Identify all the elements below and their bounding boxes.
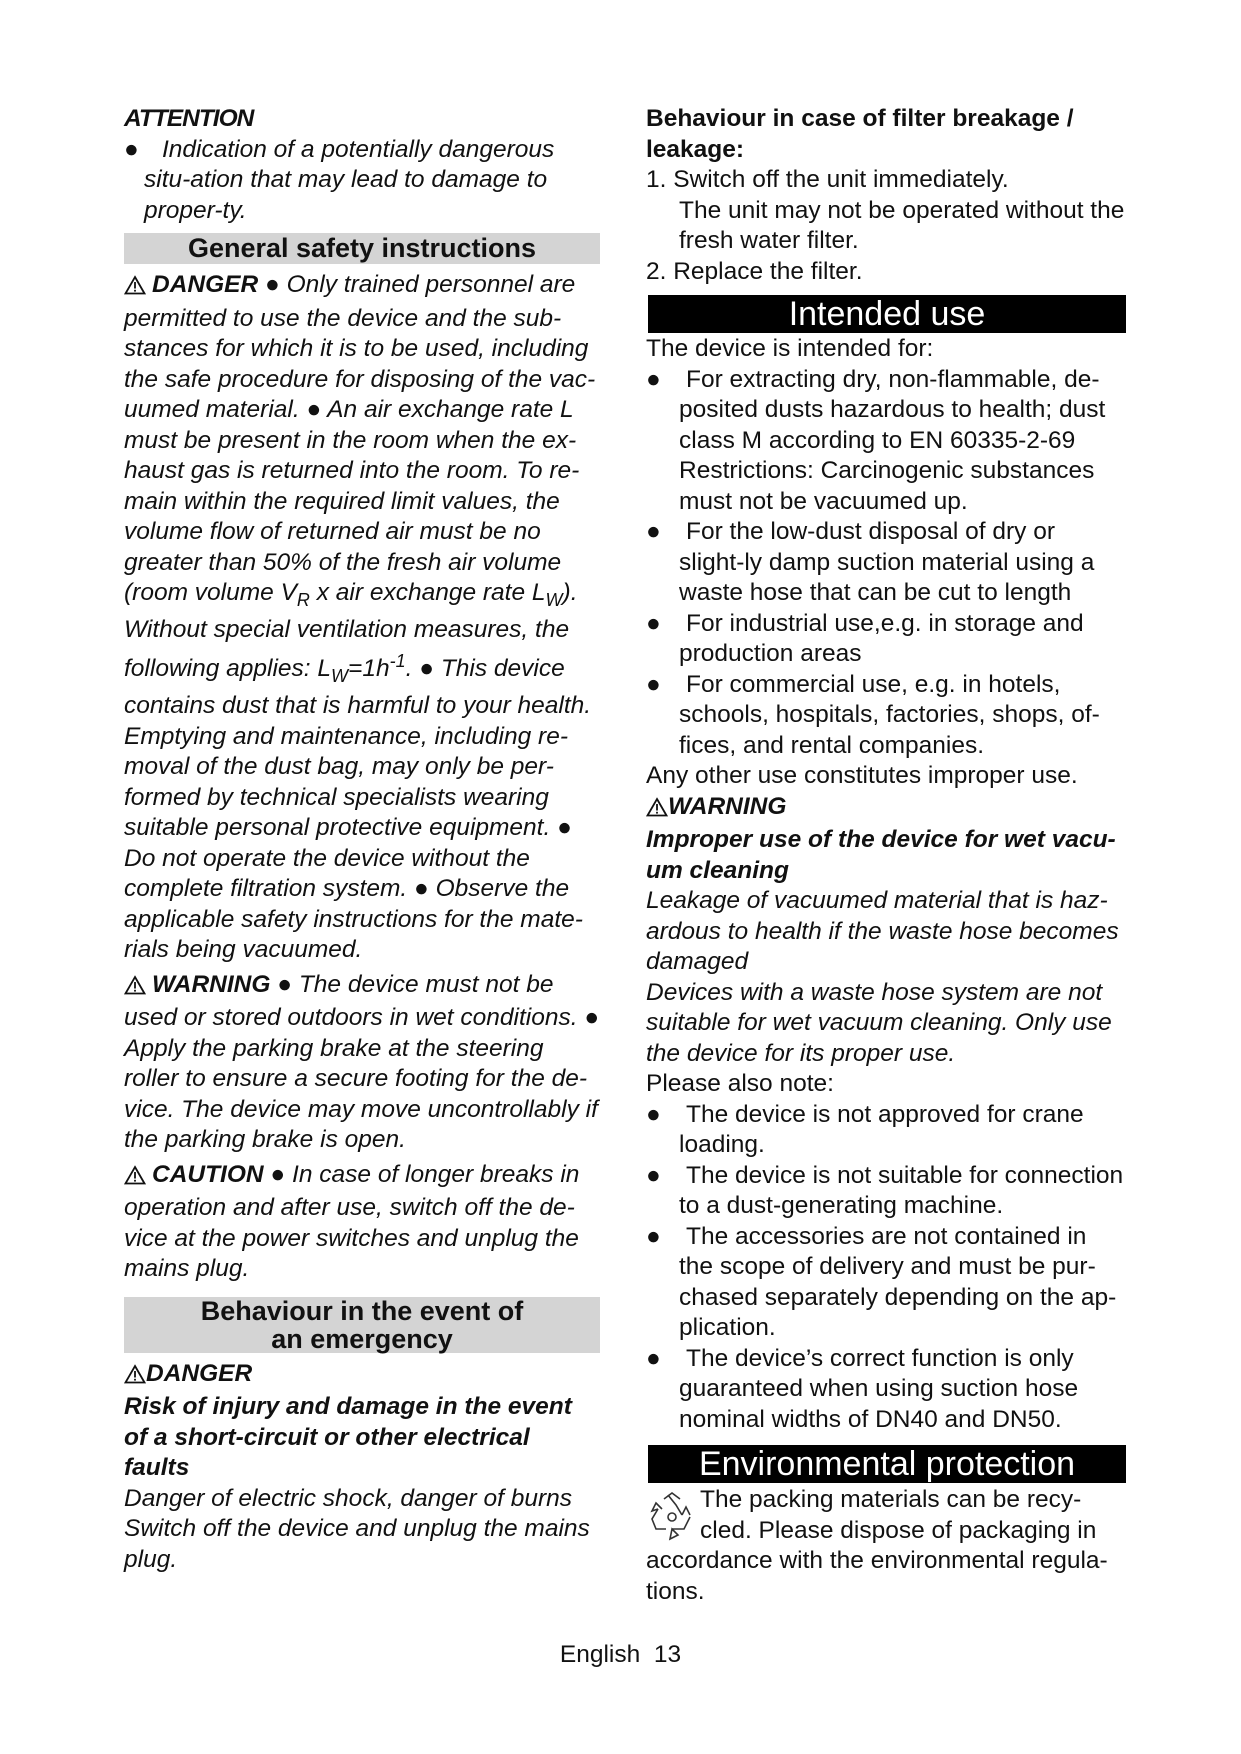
list-item xyxy=(646,1222,1126,1344)
attention-item xyxy=(124,135,600,227)
danger-paragraph xyxy=(124,270,600,966)
sub-w1: W xyxy=(545,589,563,610)
warning-triangle-icon xyxy=(124,1362,146,1393)
attention-text xyxy=(144,135,600,227)
warning-triangle-icon xyxy=(124,973,146,1004)
danger-text-3: ). Without special ventilation measures, the following applies: L xyxy=(124,579,578,683)
intended-use-heading: Intended use xyxy=(648,295,1126,333)
emergency-danger-line xyxy=(124,1359,600,1393)
step-1-detail: The unit may not be operated without the fresh water filter. xyxy=(679,196,1125,254)
danger-text-5: . ● This device contains dust that is harmful to your health. Emptying and maintenance, including re-moval of the dust bag, may only be per-formed by technical specialists wearing suitable personal protective equipment. ● Do not operate the device without the complete filtration system. ● Observe the applicable safety instructions for the mate-rials being vacuumed. xyxy=(124,655,592,964)
warning-text: ● The device must not be used or stored outdoors in wet conditions. ● Apply the parking brake at the steering roller to ensure a secure footing for the de-vice. The device may move uncontrollably if the parking brake is open. xyxy=(124,970,600,1154)
filter-heading: Behaviour in case of filter breakage / leakage: xyxy=(646,105,1074,163)
warning-paragraph xyxy=(124,970,600,1156)
caution-text: ● In case of longer breaks in operation and after use, switch off the de-vice at the power switches and unplug the mains plug. xyxy=(124,1160,580,1283)
warning-triangle-icon xyxy=(124,273,146,304)
intended-list xyxy=(646,365,1126,762)
left-column xyxy=(124,104,600,1575)
environmental-protection-heading: Environmental protection xyxy=(648,1445,1126,1483)
sub-w2: W xyxy=(331,665,349,686)
bullet-icon: ● xyxy=(646,365,661,393)
right-warning-text-2: Devices with a waste hose system are not suitable for wet vacuum cleaning. Only use the device for its proper use. xyxy=(646,978,1112,1067)
sup-minus1: -1 xyxy=(389,650,406,671)
right-column xyxy=(646,104,1126,1607)
right-warning-text-1: Leakage of vacuumed material that is haz-ardous to health if the waste hose becomes damaged xyxy=(646,887,1119,975)
danger-label: DANGER xyxy=(152,271,259,298)
list-item-text: The device’s correct function is only guaranteed when using suction hose nominal widths of DN40 and DN50. xyxy=(679,1344,1079,1433)
general-safety-heading: General safety instructions xyxy=(124,233,600,264)
list-item xyxy=(646,517,1126,609)
note-list xyxy=(646,1100,1126,1436)
page-number: 13 xyxy=(653,1641,682,1668)
emergency-text: Danger of electric shock, danger of burns Switch off the device and unplug the mains plug. xyxy=(124,1484,590,1573)
list-item xyxy=(646,365,1126,518)
bullet-icon: ● xyxy=(646,1161,661,1189)
list-item-text: The device is not approved for crane loading. xyxy=(679,1100,1084,1158)
right-warning-line xyxy=(646,792,1126,826)
danger-text-1: ● Only trained personnel are permitted to use the device and the sub-stances for which it is to be used, including the safe procedure for disposing of the vac-uumed material. ● An air exchange rate L must be present in the room when the ex-haust gas is returned into the room. To re-main within the required limit values, the volume flow of returned air must be no greater than 50% of the fresh air volume (room volume V xyxy=(124,271,596,606)
list-item-text: The device is not suitable for connection to a dust-generating machine. xyxy=(679,1161,1124,1219)
footer-language: English xyxy=(559,1641,641,1668)
danger-text-4: =1h xyxy=(348,655,390,683)
list-item xyxy=(646,670,1126,762)
warning-triangle-icon xyxy=(124,1163,146,1194)
improper-use: Any other use constitutes improper use. xyxy=(646,762,1078,789)
right-warning-bold: Improper use of the device for wet vacu-um cleaning xyxy=(646,826,1116,884)
warning-label: WARNING xyxy=(152,970,271,998)
recycle-icon xyxy=(646,1489,698,1545)
bullet-icon: ● xyxy=(646,1100,661,1128)
list-item xyxy=(646,1100,1126,1161)
attention-bullet: ● xyxy=(124,135,139,163)
attention-text-content: Indication of a potentially dangerous situ-ation that may lead to damage to proper-ty. xyxy=(144,135,555,224)
attention-title: ATTENTION xyxy=(124,105,254,132)
caution-label: CAUTION xyxy=(152,1160,264,1188)
list-item-text: For the low-dust disposal of dry or slight-ly damp suction material using a waste hose that can be cut to length xyxy=(679,518,1095,606)
emergency-bold-text: Risk of injury and damage in the event of a short-circuit or other electrical faults xyxy=(124,1393,572,1482)
emergency-heading-text: Behaviour in the event of an emergency xyxy=(200,1295,524,1354)
bullet-icon: ● xyxy=(646,1222,661,1250)
step-2: 2. Replace the filter. xyxy=(646,257,863,285)
list-item-text: The accessories are not contained in the scope of delivery and must be pur-chased separately depending on the ap-plication. xyxy=(679,1222,1117,1341)
danger-text-2: x air exchange rate L xyxy=(309,579,546,606)
list-item xyxy=(646,1161,1126,1222)
warning-triangle-icon xyxy=(646,795,668,826)
env-paragraph xyxy=(646,1485,1126,1607)
right-warning-label: WARNING xyxy=(668,792,787,820)
list-item xyxy=(646,1344,1126,1436)
step-1: 1. Switch off the unit immediately. xyxy=(646,166,1009,193)
please-note: Please also note: xyxy=(646,1070,834,1097)
emergency-heading xyxy=(124,1297,600,1353)
list-item-text: For industrial use,e.g. in storage and production areas xyxy=(679,609,1084,667)
emergency-danger-label: DANGER xyxy=(146,1359,253,1387)
list-item-text: For commercial use, e.g. in hotels, schools, hospitals, factories, shops, of-fices, and rental companies. xyxy=(679,670,1100,759)
sub-r: R xyxy=(296,589,310,610)
caution-paragraph xyxy=(124,1160,600,1285)
page-footer xyxy=(0,1640,1241,1670)
bullet-icon: ● xyxy=(646,1344,661,1372)
bullet-icon: ● xyxy=(646,670,661,698)
intended-intro: The device is intended for: xyxy=(646,335,934,362)
list-item xyxy=(646,609,1126,670)
bullet-icon: ● xyxy=(646,518,661,545)
list-item-text: For extracting dry, non-flammable, de-posited dusts hazardous to health; dust class M according to EN 60335-2-69 Restrictions: Carcinogenic substances must not be vacuumed up. xyxy=(679,365,1106,515)
env-text: The packing materials can be recy-cled. Please dispose of packaging in accordance with the environmental regula-tions. xyxy=(646,1486,1108,1605)
bullet-icon: ● xyxy=(646,609,661,637)
